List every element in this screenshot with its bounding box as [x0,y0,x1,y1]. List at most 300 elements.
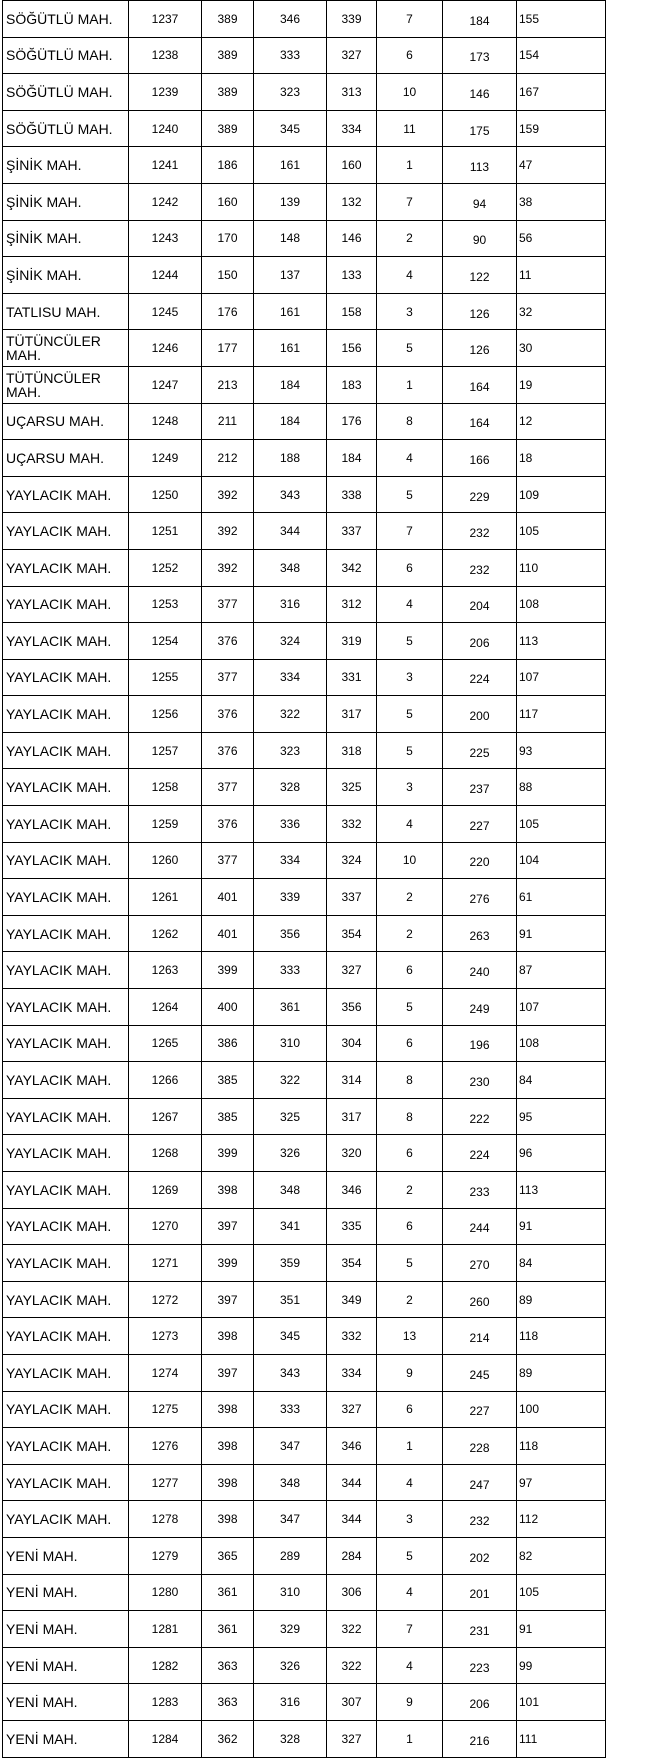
col7-cell: 126 [443,293,517,330]
col7-cell: 263 [443,915,517,952]
col7-cell: 231 [443,1611,517,1648]
col8-cell: 89 [517,1354,606,1391]
table-row [3,989,606,1026]
table-row [3,1391,606,1428]
table-row [3,366,606,403]
votes-cast-cell: 333 [254,37,327,74]
col7-cell: 216 [443,1720,517,1757]
votes-cast-cell: 361 [254,989,327,1026]
registered-voters-cell: 377 [202,842,254,879]
ballot-box-number-cell: 1238 [129,37,202,74]
ballot-box-number-cell: 1258 [129,769,202,806]
votes-cast-cell: 324 [254,623,327,660]
col8-cell: 108 [517,1025,606,1062]
col6-cell: 3 [377,1501,443,1538]
neighborhood-cell: YAYLACIK MAH. [3,1281,129,1318]
registered-voters-cell: 392 [202,476,254,513]
invalid-votes-cell: 304 [327,1025,377,1062]
col6-cell: 2 [377,1172,443,1209]
invalid-votes-cell: 312 [327,586,377,623]
votes-cast-cell: 184 [254,403,327,440]
neighborhood-cell: SÖĞÜTLÜ MAH. [3,110,129,147]
votes-cast-cell: 328 [254,1720,327,1757]
votes-cast-cell: 316 [254,586,327,623]
ballot-box-number-cell: 1284 [129,1720,202,1757]
registered-voters-cell: 398 [202,1428,254,1465]
results-table [2,0,606,1758]
ballot-box-number-cell: 1280 [129,1574,202,1611]
table-row [3,659,606,696]
col6-cell: 3 [377,769,443,806]
col7-cell: 232 [443,1501,517,1538]
registered-voters-cell: 398 [202,1464,254,1501]
neighborhood-cell: TATLISU MAH. [3,293,129,330]
table-row [3,1537,606,1574]
votes-cast-cell: 323 [254,732,327,769]
neighborhood-cell: YAYLACIK MAH. [3,769,129,806]
col6-cell: 4 [377,1647,443,1684]
votes-cast-cell: 333 [254,952,327,989]
table-row [3,110,606,147]
col6-cell: 4 [377,257,443,294]
registered-voters-cell: 377 [202,659,254,696]
invalid-votes-cell: 339 [327,1,377,38]
votes-cast-cell: 356 [254,915,327,952]
votes-cast-cell: 310 [254,1025,327,1062]
neighborhood-cell: YAYLACIK MAH. [3,623,129,660]
table-row [3,1062,606,1099]
col7-cell: 126 [443,330,517,367]
registered-voters-cell: 392 [202,513,254,550]
neighborhood-cell: YENİ MAH. [3,1684,129,1721]
col7-cell: 232 [443,513,517,550]
col7-cell: 146 [443,74,517,111]
col8-cell: 117 [517,696,606,733]
col6-cell: 5 [377,732,443,769]
col8-cell: 118 [517,1428,606,1465]
col8-cell: 104 [517,842,606,879]
ballot-box-number-cell: 1257 [129,732,202,769]
ballot-box-number-cell: 1246 [129,330,202,367]
ballot-box-number-cell: 1250 [129,476,202,513]
table-row [3,1354,606,1391]
registered-voters-cell: 400 [202,989,254,1026]
neighborhood-cell: YAYLACIK MAH. [3,513,129,550]
col7-cell: 202 [443,1537,517,1574]
col8-cell: 18 [517,440,606,477]
table-row [3,806,606,843]
col7-cell: 175 [443,110,517,147]
table-row [3,1647,606,1684]
registered-voters-cell: 177 [202,330,254,367]
votes-cast-cell: 336 [254,806,327,843]
votes-cast-cell: 184 [254,366,327,403]
invalid-votes-cell: 156 [327,330,377,367]
votes-cast-cell: 348 [254,1172,327,1209]
col8-cell: 84 [517,1245,606,1282]
registered-voters-cell: 389 [202,110,254,147]
table-row [3,586,606,623]
votes-cast-cell: 348 [254,549,327,586]
col7-cell: 184 [443,1,517,38]
neighborhood-cell: ŞİNİK MAH. [3,257,129,294]
votes-cast-cell: 326 [254,1135,327,1172]
col7-cell: 227 [443,806,517,843]
col6-cell: 4 [377,586,443,623]
invalid-votes-cell: 354 [327,915,377,952]
col6-cell: 10 [377,842,443,879]
col7-cell: 225 [443,732,517,769]
neighborhood-cell: YAYLACIK MAH. [3,915,129,952]
votes-cast-cell: 161 [254,330,327,367]
invalid-votes-cell: 335 [327,1208,377,1245]
invalid-votes-cell: 160 [327,147,377,184]
ballot-box-number-cell: 1282 [129,1647,202,1684]
neighborhood-cell: ŞİNİK MAH. [3,147,129,184]
ballot-box-number-cell: 1259 [129,806,202,843]
col8-cell: 95 [517,1098,606,1135]
col8-cell: 105 [517,806,606,843]
neighborhood-cell: YAYLACIK MAH. [3,696,129,733]
registered-voters-cell: 399 [202,1135,254,1172]
ballot-box-number-cell: 1272 [129,1281,202,1318]
neighborhood-cell: YAYLACIK MAH. [3,879,129,916]
col8-cell: 84 [517,1062,606,1099]
registered-voters-cell: 398 [202,1318,254,1355]
invalid-votes-cell: 334 [327,1354,377,1391]
col7-cell: 247 [443,1464,517,1501]
col6-cell: 5 [377,696,443,733]
votes-cast-cell: 326 [254,1647,327,1684]
registered-voters-cell: 398 [202,1391,254,1428]
table-row [3,623,606,660]
registered-voters-cell: 376 [202,623,254,660]
col6-cell: 8 [377,403,443,440]
registered-voters-cell: 386 [202,1025,254,1062]
col6-cell: 6 [377,952,443,989]
col8-cell: 91 [517,1208,606,1245]
votes-cast-cell: 339 [254,879,327,916]
invalid-votes-cell: 327 [327,1720,377,1757]
col8-cell: 91 [517,915,606,952]
votes-cast-cell: 341 [254,1208,327,1245]
neighborhood-cell: SÖĞÜTLÜ MAH. [3,1,129,38]
col6-cell: 5 [377,476,443,513]
invalid-votes-cell: 337 [327,513,377,550]
votes-cast-cell: 348 [254,1464,327,1501]
col7-cell: 228 [443,1428,517,1465]
neighborhood-cell: YENİ MAH. [3,1574,129,1611]
invalid-votes-cell: 183 [327,366,377,403]
table-row [3,1501,606,1538]
neighborhood-cell: ŞİNİK MAH. [3,220,129,257]
table-row [3,1720,606,1757]
table-row [3,147,606,184]
ballot-box-number-cell: 1242 [129,183,202,220]
col6-cell: 2 [377,879,443,916]
invalid-votes-cell: 342 [327,549,377,586]
col7-cell: 173 [443,37,517,74]
col8-cell: 47 [517,147,606,184]
col6-cell: 5 [377,1537,443,1574]
ballot-box-number-cell: 1239 [129,74,202,111]
col7-cell: 166 [443,440,517,477]
table-row [3,915,606,952]
invalid-votes-cell: 320 [327,1135,377,1172]
votes-cast-cell: 289 [254,1537,327,1574]
col6-cell: 6 [377,1208,443,1245]
col7-cell: 224 [443,1135,517,1172]
votes-cast-cell: 322 [254,696,327,733]
table-row [3,1208,606,1245]
col7-cell: 220 [443,842,517,879]
registered-voters-cell: 399 [202,1245,254,1282]
col7-cell: 164 [443,403,517,440]
registered-voters-cell: 401 [202,879,254,916]
col6-cell: 4 [377,1574,443,1611]
col7-cell: 214 [443,1318,517,1355]
registered-voters-cell: 398 [202,1501,254,1538]
col8-cell: 113 [517,623,606,660]
registered-voters-cell: 361 [202,1611,254,1648]
col7-cell: 230 [443,1062,517,1099]
col6-cell: 9 [377,1354,443,1391]
table-row [3,293,606,330]
registered-voters-cell: 365 [202,1537,254,1574]
col7-cell: 204 [443,586,517,623]
neighborhood-cell: YENİ MAH. [3,1611,129,1648]
registered-voters-cell: 213 [202,366,254,403]
col8-cell: 82 [517,1537,606,1574]
invalid-votes-cell: 322 [327,1647,377,1684]
votes-cast-cell: 333 [254,1391,327,1428]
invalid-votes-cell: 322 [327,1611,377,1648]
neighborhood-cell: SÖĞÜTLÜ MAH. [3,74,129,111]
ballot-box-number-cell: 1237 [129,1,202,38]
ballot-box-number-cell: 1276 [129,1428,202,1465]
ballot-box-number-cell: 1267 [129,1098,202,1135]
votes-cast-cell: 334 [254,659,327,696]
col7-cell: 229 [443,476,517,513]
ballot-box-number-cell: 1279 [129,1537,202,1574]
neighborhood-cell: YENİ MAH. [3,1647,129,1684]
col6-cell: 5 [377,623,443,660]
registered-voters-cell: 377 [202,769,254,806]
invalid-votes-cell: 319 [327,623,377,660]
col6-cell: 2 [377,915,443,952]
col6-cell: 6 [377,1135,443,1172]
col8-cell: 87 [517,952,606,989]
invalid-votes-cell: 317 [327,1098,377,1135]
col8-cell: 88 [517,769,606,806]
registered-voters-cell: 170 [202,220,254,257]
table-row [3,1098,606,1135]
invalid-votes-cell: 327 [327,952,377,989]
col8-cell: 105 [517,513,606,550]
col7-cell: 206 [443,1684,517,1721]
invalid-votes-cell: 184 [327,440,377,477]
col6-cell: 2 [377,220,443,257]
invalid-votes-cell: 307 [327,1684,377,1721]
votes-cast-cell: 344 [254,513,327,550]
registered-voters-cell: 389 [202,74,254,111]
votes-cast-cell: 328 [254,769,327,806]
ballot-box-number-cell: 1244 [129,257,202,294]
registered-voters-cell: 376 [202,732,254,769]
invalid-votes-cell: 327 [327,37,377,74]
ballot-box-number-cell: 1271 [129,1245,202,1282]
neighborhood-cell: YAYLACIK MAH. [3,842,129,879]
neighborhood-cell: SÖĞÜTLÜ MAH. [3,37,129,74]
col6-cell: 11 [377,110,443,147]
col7-cell: 260 [443,1281,517,1318]
invalid-votes-cell: 318 [327,732,377,769]
ballot-box-number-cell: 1262 [129,915,202,952]
votes-cast-cell: 345 [254,1318,327,1355]
invalid-votes-cell: 306 [327,1574,377,1611]
registered-voters-cell: 397 [202,1281,254,1318]
col6-cell: 3 [377,659,443,696]
neighborhood-cell: UÇARSU MAH. [3,403,129,440]
col8-cell: 11 [517,257,606,294]
col6-cell: 1 [377,147,443,184]
col8-cell: 12 [517,403,606,440]
invalid-votes-cell: 346 [327,1428,377,1465]
ballot-box-number-cell: 1261 [129,879,202,916]
votes-cast-cell: 161 [254,293,327,330]
registered-voters-cell: 212 [202,440,254,477]
registered-voters-cell: 160 [202,183,254,220]
col8-cell: 167 [517,74,606,111]
neighborhood-cell: YENİ MAH. [3,1537,129,1574]
neighborhood-cell: UÇARSU MAH. [3,440,129,477]
ballot-box-number-cell: 1255 [129,659,202,696]
col8-cell: 118 [517,1318,606,1355]
col6-cell: 6 [377,37,443,74]
table-row [3,1318,606,1355]
ballot-box-number-cell: 1281 [129,1611,202,1648]
col7-cell: 240 [443,952,517,989]
ballot-box-number-cell: 1277 [129,1464,202,1501]
ballot-box-number-cell: 1256 [129,696,202,733]
col7-cell: 244 [443,1208,517,1245]
col6-cell: 13 [377,1318,443,1355]
neighborhood-cell: YAYLACIK MAH. [3,989,129,1026]
neighborhood-cell: YAYLACIK MAH. [3,1464,129,1501]
ballot-box-number-cell: 1268 [129,1135,202,1172]
table-row [3,1281,606,1318]
col6-cell: 1 [377,1428,443,1465]
col6-cell: 5 [377,1245,443,1282]
col6-cell: 4 [377,1464,443,1501]
table-row [3,257,606,294]
table-row [3,1172,606,1209]
col8-cell: 154 [517,37,606,74]
invalid-votes-cell: 349 [327,1281,377,1318]
neighborhood-cell: YENİ MAH. [3,1720,129,1757]
col6-cell: 4 [377,806,443,843]
invalid-votes-cell: 325 [327,769,377,806]
neighborhood-cell: YAYLACIK MAH. [3,732,129,769]
ballot-box-number-cell: 1248 [129,403,202,440]
col8-cell: 56 [517,220,606,257]
votes-cast-cell: 345 [254,110,327,147]
ballot-box-number-cell: 1254 [129,623,202,660]
invalid-votes-cell: 133 [327,257,377,294]
col7-cell: 222 [443,1098,517,1135]
invalid-votes-cell: 313 [327,74,377,111]
neighborhood-cell: YAYLACIK MAH. [3,806,129,843]
ballot-box-number-cell: 1247 [129,366,202,403]
table-row [3,1611,606,1648]
col6-cell: 2 [377,1281,443,1318]
col8-cell: 155 [517,1,606,38]
votes-cast-cell: 343 [254,476,327,513]
col8-cell: 108 [517,586,606,623]
table-row [3,732,606,769]
votes-cast-cell: 323 [254,74,327,111]
neighborhood-cell: YAYLACIK MAH. [3,549,129,586]
votes-cast-cell: 139 [254,183,327,220]
invalid-votes-cell: 346 [327,1172,377,1209]
registered-voters-cell: 361 [202,1574,254,1611]
invalid-votes-cell: 284 [327,1537,377,1574]
neighborhood-cell: YAYLACIK MAH. [3,1245,129,1282]
neighborhood-cell: TÜTÜNCÜLER MAH. [3,366,129,403]
col6-cell: 1 [377,1720,443,1757]
registered-voters-cell: 385 [202,1062,254,1099]
col7-cell: 224 [443,659,517,696]
table-row [3,37,606,74]
table-row [3,769,606,806]
col7-cell: 233 [443,1172,517,1209]
invalid-votes-cell: 338 [327,476,377,513]
col7-cell: 113 [443,147,517,184]
col7-cell: 90 [443,220,517,257]
col8-cell: 159 [517,110,606,147]
votes-cast-cell: 351 [254,1281,327,1318]
table-row [3,696,606,733]
table-row [3,842,606,879]
ballot-box-number-cell: 1273 [129,1318,202,1355]
col7-cell: 276 [443,879,517,916]
results-table-wrapper [2,0,606,1758]
col6-cell: 7 [377,513,443,550]
col6-cell: 7 [377,1611,443,1648]
col8-cell: 113 [517,1172,606,1209]
col8-cell: 97 [517,1464,606,1501]
ballot-box-number-cell: 1274 [129,1354,202,1391]
col7-cell: 249 [443,989,517,1026]
votes-cast-cell: 346 [254,1,327,38]
col7-cell: 94 [443,183,517,220]
votes-cast-cell: 322 [254,1062,327,1099]
invalid-votes-cell: 327 [327,1391,377,1428]
col6-cell: 6 [377,1391,443,1428]
ballot-box-number-cell: 1251 [129,513,202,550]
invalid-votes-cell: 332 [327,1318,377,1355]
col6-cell: 6 [377,549,443,586]
invalid-votes-cell: 356 [327,989,377,1026]
col6-cell: 7 [377,1,443,38]
col8-cell: 19 [517,366,606,403]
votes-cast-cell: 343 [254,1354,327,1391]
votes-cast-cell: 359 [254,1245,327,1282]
col8-cell: 105 [517,1574,606,1611]
results-table-body [3,1,606,1758]
col8-cell: 91 [517,1611,606,1648]
table-row [3,513,606,550]
